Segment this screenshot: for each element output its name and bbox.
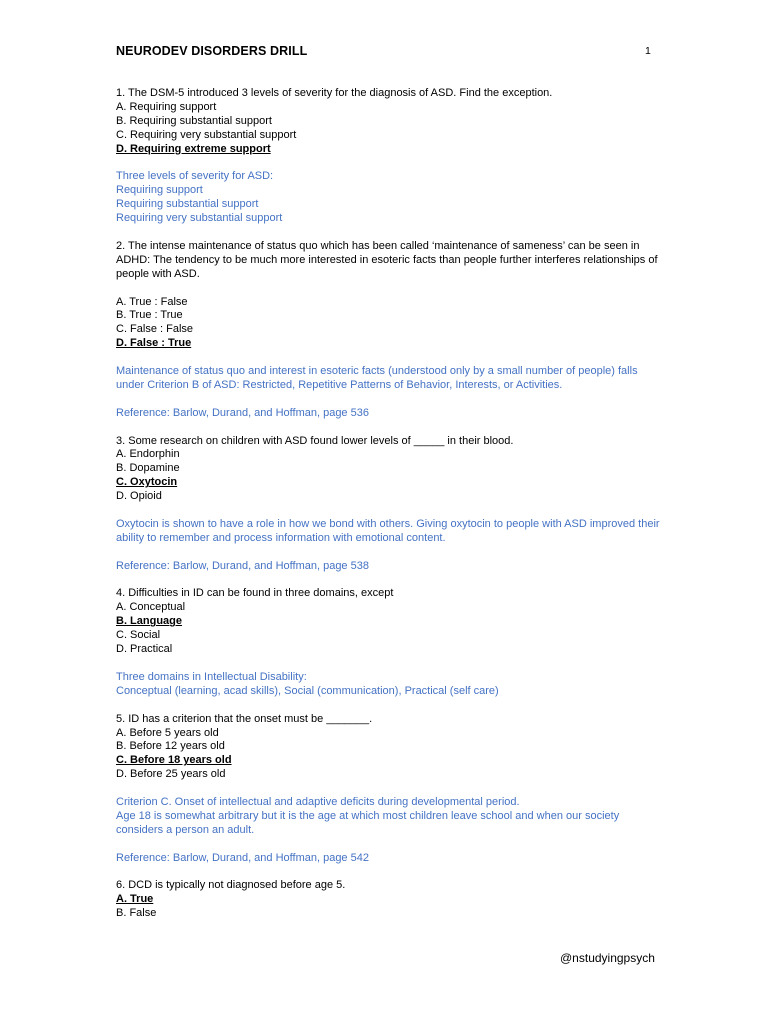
explanation: Three domains in Intellectual Disability: xyxy=(116,670,307,683)
question-stem: 1. The DSM-5 introduced 3 levels of severity for the diagnosis of ASD. Find the exception. xyxy=(116,87,553,99)
option: D. Practical xyxy=(116,643,173,656)
question-stem: 5. ID has a criterion that the onset must be _______. xyxy=(116,712,373,725)
option: D. Opioid xyxy=(116,490,162,503)
option: B. False xyxy=(116,907,157,920)
document-title: NEURODEV DISORDERS DRILL xyxy=(116,44,308,58)
option: A. True : False xyxy=(116,295,188,308)
explanation: Maintenance of status quo and interest in esoteric facts (understood only by a small number of people) falls under Criterion B of ASD: Restricted, Repetitive Patterns of Behavior, Interests, or Activities. xyxy=(116,365,638,391)
reference: Reference: Barlow, Durand, and Hoffman, page 536 xyxy=(116,406,369,419)
question-stem: 3. Some research on children with ASD found lower levels of _____ in their blood. xyxy=(116,434,514,447)
explanation: Requiring support xyxy=(116,184,203,197)
option: C. Requiring very substantial support xyxy=(116,128,297,141)
correct-answer: D. False : True xyxy=(116,337,192,350)
question-5 xyxy=(116,713,661,866)
document-body xyxy=(116,87,661,921)
explanation: Three levels of severity for ASD: xyxy=(116,170,274,183)
reference: Reference: Barlow, Durand, and Hoffman, page 538 xyxy=(116,559,369,572)
question-6 xyxy=(116,879,661,921)
option: A. Before 5 years old xyxy=(116,726,219,739)
explanation: Age 18 is somewhat arbitrary but it is the age at which most children leave school and when our society considers a person an adult. xyxy=(116,809,620,836)
question-stem: 6. DCD is typically not diagnosed before age 5. xyxy=(116,879,346,892)
explanation: Criterion C. Onset of intellectual and adaptive deficits during developmental period. xyxy=(116,796,520,809)
explanation: Requiring very substantial support xyxy=(116,212,283,225)
option: A. Requiring support xyxy=(116,100,217,113)
question-2 xyxy=(116,240,661,421)
page-number: 1 xyxy=(645,45,651,57)
correct-answer: C. Before 18 years old xyxy=(116,754,232,767)
correct-answer: C. Oxytocin xyxy=(116,476,178,489)
question-stem: 4. Difficulties in ID can be found in three domains, except xyxy=(116,587,394,600)
explanation: Conceptual (learning, acad skills), Social (communication), Practical (self care) xyxy=(116,684,499,697)
question-1 xyxy=(116,87,661,226)
option: D. Before 25 years old xyxy=(116,768,226,781)
explanation: Oxytocin is shown to have a role in how we bond with others. Giving oxytocin to people with ASD improved their ability to remember and process information with emotional content. xyxy=(116,517,660,544)
option: B. Requiring substantial support xyxy=(116,114,272,127)
reference: Reference: Barlow, Durand, and Hoffman, page 542 xyxy=(116,851,369,864)
question-4 xyxy=(116,587,661,698)
option: B. True : True xyxy=(116,309,183,322)
option: B. Before 12 years old xyxy=(116,740,225,753)
correct-answer: D. Requiring extreme support xyxy=(116,142,271,155)
option: B. Dopamine xyxy=(116,462,180,475)
question-3 xyxy=(116,435,661,574)
option: A. Conceptual xyxy=(116,601,186,614)
option: C. Social xyxy=(116,629,161,642)
question-stem: 2. The intense maintenance of status quo which has been called ‘maintenance of sameness’ can be seen in ADHD: The tendency to be much more interested in esoteric facts than people further interferes relationships of people with ASD. xyxy=(116,239,658,280)
explanation: Requiring substantial support xyxy=(116,198,259,211)
author-handle: @nstudyingpsych xyxy=(560,951,655,965)
option: C. False : False xyxy=(116,323,194,336)
correct-answer: A. True xyxy=(116,893,154,906)
correct-answer: B. Language xyxy=(116,615,183,628)
option: A. Endorphin xyxy=(116,448,180,461)
